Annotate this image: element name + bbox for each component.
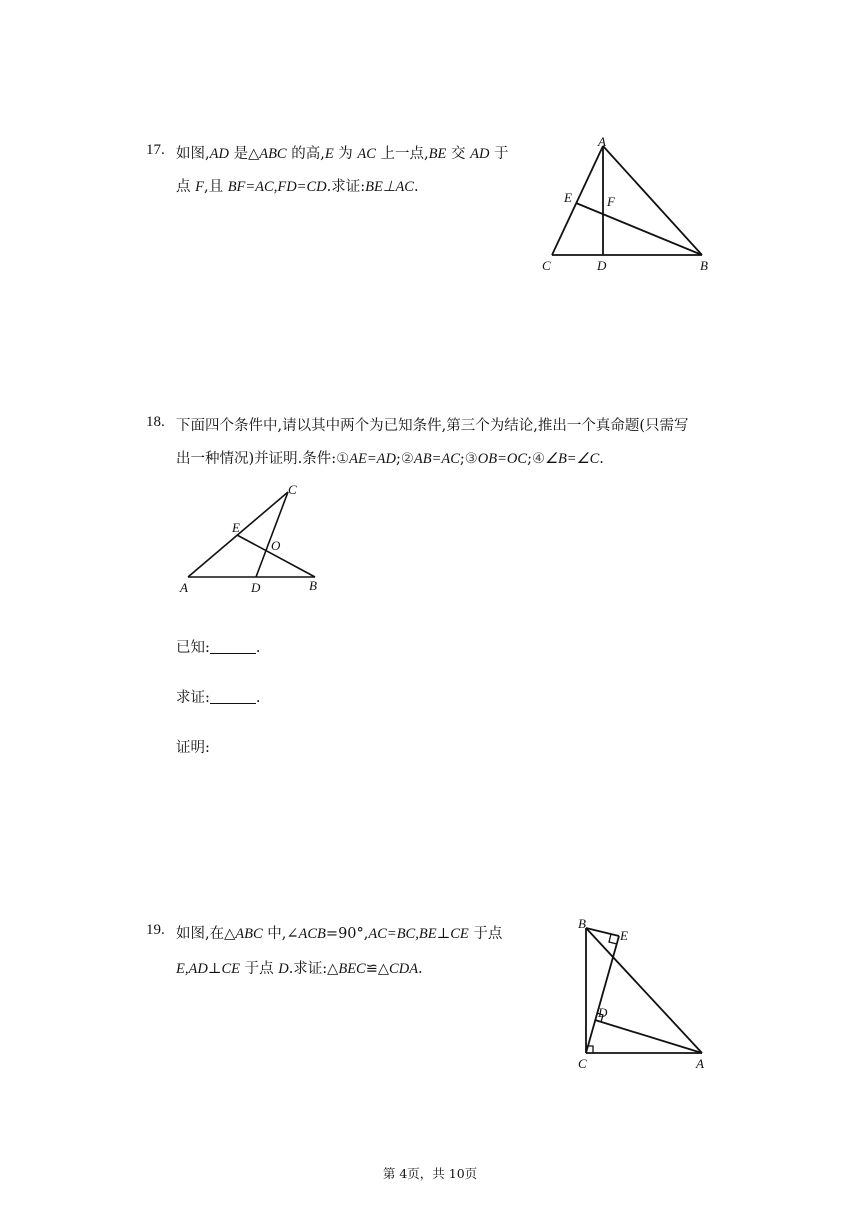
- fig19-label-a: A: [696, 1056, 704, 1071]
- fig17-label-b: B: [700, 258, 708, 273]
- known-line: 已知: .: [176, 640, 261, 656]
- question-19-line-1: 如图,在△ABC 中,∠ACB=90°,AC=BC,BE⊥CE 于点: [176, 926, 503, 942]
- fig18-label-c: C: [288, 482, 297, 497]
- fig18-label-o: O: [271, 538, 281, 553]
- question-18-line-1: 下面四个条件中,请以其中两个为已知条件,第三个为结论,推出一个真命题(只需写: [176, 418, 689, 434]
- fig17-label-e: E: [564, 190, 572, 205]
- fig17-label-c: C: [542, 258, 551, 273]
- condition-4-mark: ④: [531, 451, 545, 467]
- fig17-label-d: D: [597, 258, 607, 273]
- question-18-figure: [170, 480, 350, 604]
- question-17-line-2: 点 F,且 BF=AC,FD=CD.求证:BE⊥AC.: [176, 179, 419, 195]
- question-18-line-2: 出一种情况)并证明.条件:①AE=AD;②AB=AC;③OB=OC;④∠B=∠C.: [176, 451, 604, 467]
- fig18-label-b: B: [309, 578, 317, 593]
- question-17-figure: [530, 132, 730, 286]
- question-19-number: 19.: [146, 922, 165, 938]
- condition-2-mark: ②: [400, 451, 414, 467]
- question-17-number: 17.: [146, 142, 165, 158]
- question-18-number: 18.: [146, 414, 165, 430]
- condition-1-mark: ①: [336, 451, 350, 467]
- fig19-label-c: C: [578, 1056, 587, 1071]
- prove-blank[interactable]: [210, 689, 256, 704]
- fig18-label-d: D: [251, 580, 261, 595]
- fig19-label-b: B: [578, 916, 586, 931]
- question-17-line-1: 如图,AD 是△ABC 的高,E 为 AC 上一点,BE 交 AD 于: [176, 146, 509, 162]
- proof-label: 证明:: [176, 740, 210, 756]
- prove-line: 求证: .: [176, 690, 261, 706]
- condition-3-mark: ③: [464, 451, 478, 467]
- known-blank[interactable]: [210, 639, 256, 654]
- question-19-line-2: E,AD⊥CE 于点 D.求证:△BEC≌△CDA.: [176, 961, 423, 977]
- fig19-label-e: E: [620, 928, 628, 943]
- fig18-label-e: E: [232, 520, 240, 535]
- fig18-label-a: A: [180, 580, 188, 595]
- question-19-figure: [570, 912, 720, 1076]
- page-footer: 第 4页，共 10页: [382, 1166, 478, 1181]
- fig17-label-a: A: [598, 134, 606, 149]
- fig19-label-d: D: [598, 1005, 608, 1020]
- fig17-label-f: F: [607, 194, 615, 209]
